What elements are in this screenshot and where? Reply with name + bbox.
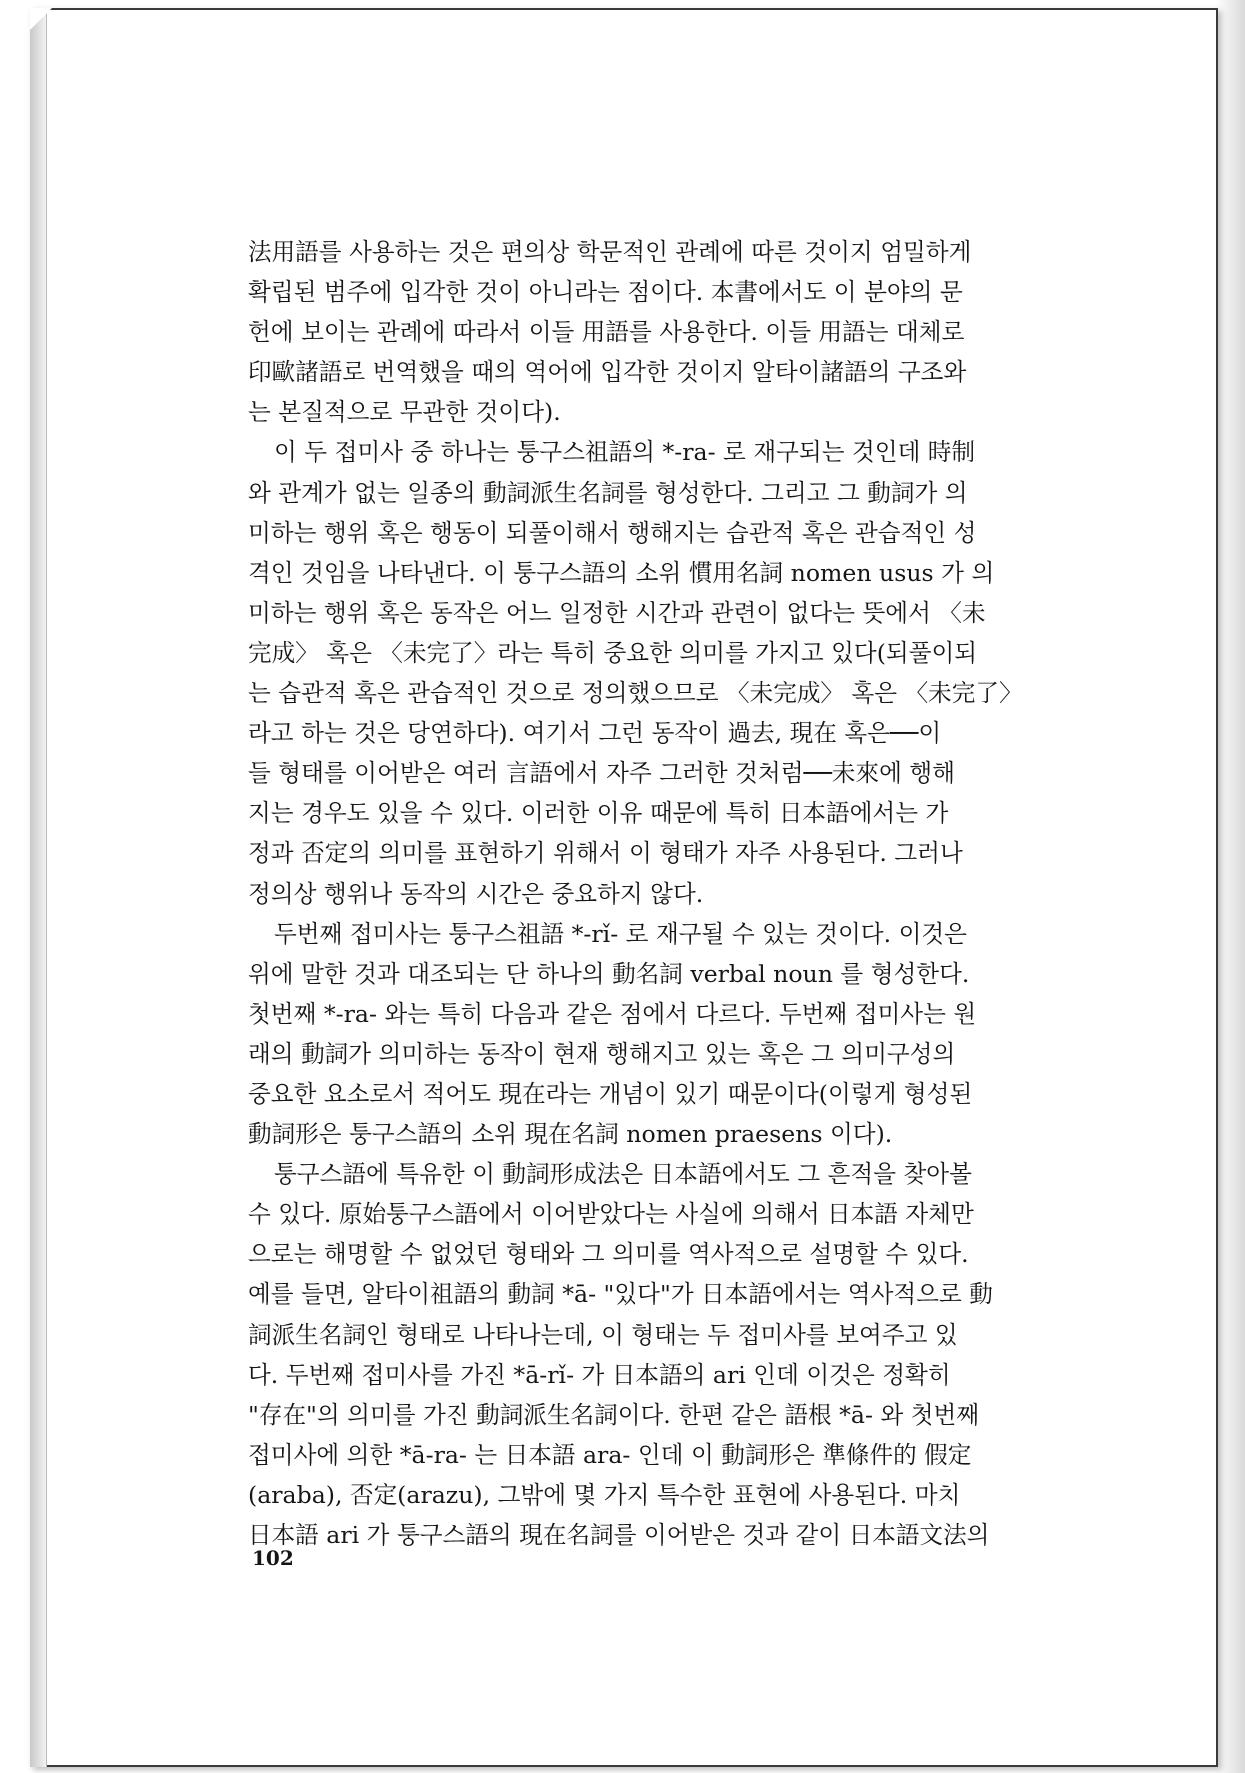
text-line: 이 두 접미사 중 하나는 퉁구스祖語의 *-ra- 로 재구되는 것인데 時制 [274, 438, 976, 467]
text-line: 위에 말한 것과 대조되는 단 하나의 動名詞 verbal noun 를 형성한다. [248, 959, 970, 988]
text-line: 정과 否定의 의미를 표현하기 위해서 이 형태가 자주 사용된다. 그러나 [248, 839, 963, 868]
text-line: 와 관계가 없는 일종의 動詞派生名詞를 형성한다. 그리고 그 動詞가 의 [248, 478, 968, 507]
page-number: 102 [252, 1546, 294, 1570]
text-line: 日本語 ari 가 퉁구스語의 現在名詞를 이어받은 것과 같이 日本語文法의 [248, 1521, 990, 1549]
text-line: 두번째 접미사는 퉁구스祖語 *-rǐ- 로 재구될 수 있는 것이다. 이것은 [274, 919, 967, 948]
text-line: 詞派生名詞인 형태로 나타나는데, 이 형태는 두 접미사를 보여주고 있 [248, 1320, 958, 1349]
text-line: 수 있다. 原始퉁구스語에서 이어받았다는 사실에 의해서 日本語 자체만 [248, 1200, 974, 1229]
text-line: 접미사에 의한 *ā-ra- 는 日本語 ara- 인데 이 動詞形은 準條件的 假定 [248, 1440, 972, 1469]
text-line: "存在"의 의미를 가진 動詞派生名詞이다. 한편 같은 語根 *ā- 와 첫번째 [248, 1400, 980, 1429]
text-line: 라고 하는 것은 당연하다). 여기서 그런 동작이 過去, 現在 혹은──이 [248, 719, 942, 748]
text-line: 들 형태를 이어받은 여러 言語에서 자주 그러한 것처럼──未來에 행해 [248, 759, 955, 788]
page-spine [30, 8, 47, 1767]
text-line: 는 습관적 혹은 관습적인 것으로 정의했으므로 〈未完成〉 혹은 〈未完了〉 [248, 679, 1023, 708]
text-line: 지는 경우도 있을 수 있다. 이러한 이유 때문에 특히 日本語에서는 가 [248, 799, 949, 828]
text-line: 확립된 범주에 입각한 것이 아니라는 점이다. 本書에서도 이 분야의 문 [248, 278, 963, 307]
body-text [248, 232, 1118, 1555]
text-line: 예를 들면, 알타이祖語의 動詞 *ā- "있다"가 日本語에서는 역사적으로 動 [248, 1280, 993, 1309]
text-line: 정의상 행위나 동작의 시간은 중요하지 않다. [248, 879, 704, 908]
text-line: 미하는 행위 혹은 행동이 되풀이해서 행해지는 습관적 혹은 관습적인 성 [248, 518, 977, 547]
text-line: 法用語를 사용하는 것은 편의상 학문적인 관례에 따른 것이지 엄밀하게 [248, 238, 972, 266]
text-line: 다. 두번째 접미사를 가진 *ā-rǐ- 가 日本語의 ari 인데 이것은 정확히 [248, 1360, 951, 1389]
text-line: (araba), 否定(arazu), 그밖에 몇 가지 특수한 표현에 사용된다. 마치 [248, 1480, 961, 1509]
text-line: 미하는 행위 혹은 동작은 어느 일정한 시간과 관련이 없다는 뜻에서 〈未 [248, 598, 986, 627]
text-line: 完成〉 혹은 〈未完了〉라는 특히 중요한 의미를 가지고 있다(되풀이되 [248, 638, 978, 667]
text-line: 첫번째 *-ra- 와는 특히 다음과 같은 점에서 다르다. 두번째 접미사는 원 [248, 999, 977, 1028]
text-line: 印歐諸語로 번역했을 때의 역어에 입각한 것이지 알타이諸語의 구조와 [248, 358, 967, 387]
text-line: 퉁구스語에 특유한 이 動詞形成法은 日本語에서도 그 흔적을 찾아볼 [274, 1160, 972, 1189]
text-line: 으로는 해명할 수 없었던 형태와 그 의미를 역사적으로 설명할 수 있다. [248, 1240, 969, 1269]
text-line: 래의 動詞가 의미하는 동작이 현재 행해지고 있는 혹은 그 의미구성의 [248, 1039, 956, 1068]
text-line: 는 본질적으로 무관한 것이다). [248, 398, 561, 427]
text-line: 격인 것임을 나타낸다. 이 퉁구스語의 소위 慣用名詞 nomen usus 가 의 [248, 558, 995, 587]
page-corner [30, 8, 52, 30]
book-edge-shadow [1215, 0, 1245, 1773]
text-line: 動詞形은 퉁구스語의 소위 現在名詞 nomen praesens 이다). [248, 1120, 893, 1149]
text-line: 중요한 요소로서 적어도 現在라는 개념이 있기 때문이다(이렇게 형성된 [248, 1079, 973, 1108]
text-line: 헌에 보이는 관례에 따라서 이들 用語를 사용한다. 이들 用語는 대체로 [248, 318, 965, 347]
